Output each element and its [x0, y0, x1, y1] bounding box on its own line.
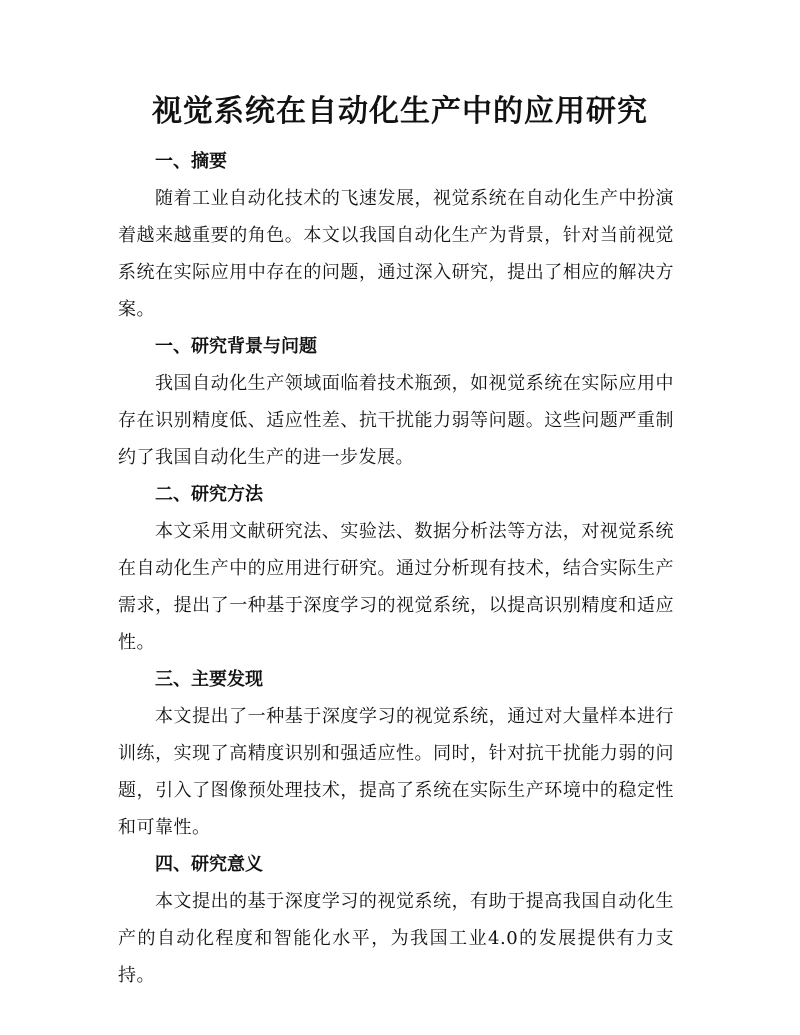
section-abstract: [118, 143, 674, 328]
section-heading: 一、研究背景与问题: [155, 336, 317, 357]
section-paragraph: 随着工业自动化技术的飞速发展，视觉系统在自动化生产中扮演着越来越重要的角色。本文以我国自动化生产为背景，针对当前视觉系统在实际应用中存在的问题，通过深入研究，提出了相应的解决方案。: [118, 188, 674, 320]
section-heading: 一、摘要: [155, 151, 227, 172]
section-paragraph: 我国自动化生产领域面临着技术瓶颈，如视觉系统在实际应用中存在识别精度低、适应性差、抗干扰能力弱等问题。这些问题严重制约了我国自动化生产的进一步发展。: [118, 373, 674, 468]
section-paragraph: 本文提出了一种基于深度学习的视觉系统，通过对大量样本进行训练，实现了高精度识别和强适应性。同时，针对抗干扰能力弱的问题，引入了图像预处理技术，提高了系统在实际生产环境中的稳定性和可靠性。: [118, 706, 674, 838]
section-paragraph: 本文采用文献研究法、实验法、数据分析法等方法，对视觉系统在自动化生产中的应用进行研究。通过分析现有技术，结合实际生产需求，提出了一种基于深度学习的视觉系统，以提高识别精度和适应性。: [118, 521, 674, 653]
section-heading: 三、主要发现: [155, 669, 263, 690]
document-title: 视觉系统在自动化生产中的应用研究: [152, 94, 648, 129]
section-paragraph: 本文提出的基于深度学习的视觉系统，有助于提高我国自动化生产的自动化程度和智能化水平，为我国工业4.0的发展提供有力支持。: [118, 891, 674, 986]
section-heading: 四、研究意义: [155, 854, 263, 875]
section-background: [118, 328, 674, 476]
section-findings: [118, 661, 674, 846]
document-body: [118, 143, 674, 994]
section-heading: 二、研究方法: [155, 484, 263, 505]
section-significance: [118, 846, 674, 994]
section-methods: [118, 476, 674, 661]
